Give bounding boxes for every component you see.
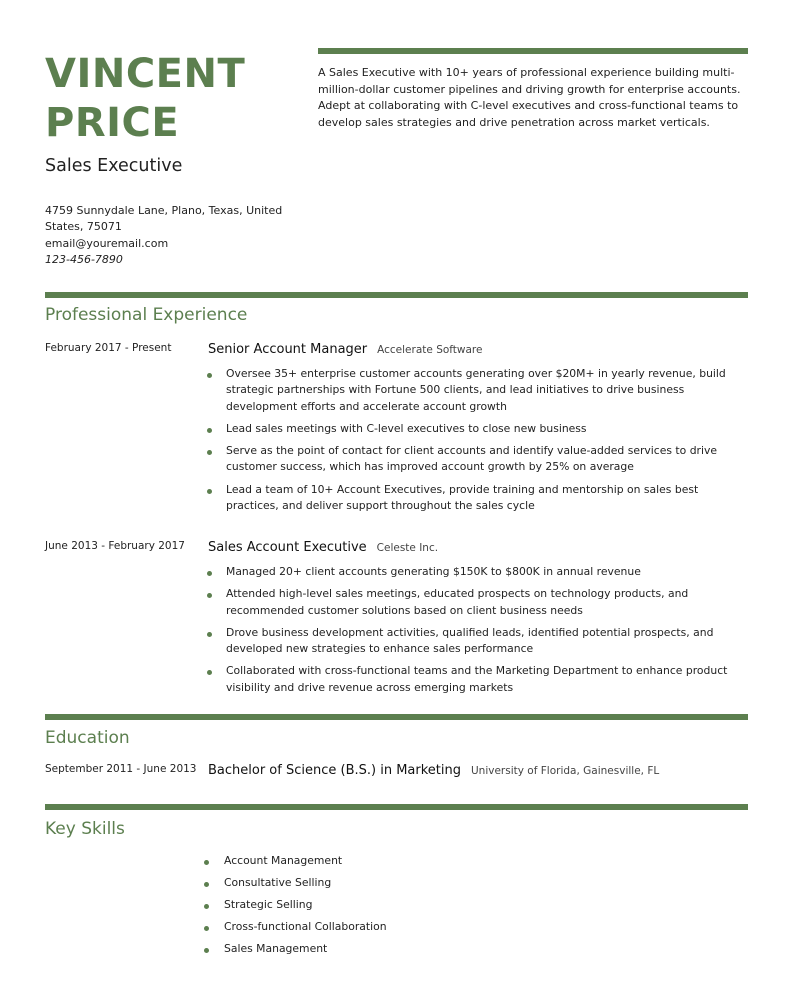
job-company: Accelerate Software <box>377 344 483 356</box>
skills-divider <box>45 804 748 810</box>
email[interactable]: email@youremail.com <box>45 236 169 250</box>
experience-heading: Professional Experience <box>45 305 248 325</box>
education-header <box>208 763 659 778</box>
job-role: Senior Account Manager <box>208 342 368 357</box>
job-company: Celeste Inc. <box>376 542 439 554</box>
list-item: Oversee 35+ enterprise customer accounts generating over $20M+ in yearly revenue, build strategic partnerships with Fortune 500 clients, and lead initiatives to drive business development efforts and accelerate account growth <box>206 366 751 415</box>
job-dates: June 2013 - February 2017 <box>45 540 185 552</box>
bullet-icon <box>207 593 212 598</box>
bullet-icon <box>207 571 212 576</box>
bullet-icon <box>204 926 209 931</box>
list-item: Collaborated with cross-functional teams and the Marketing Department to enhance product visibility and drive revenue across emerging markets <box>206 663 751 696</box>
education-heading: Education <box>45 728 130 748</box>
first-name: VINCENT <box>45 51 246 97</box>
address-line-2: States, 75071 <box>45 220 122 234</box>
list-item: Cross-functional Collaboration <box>204 919 387 941</box>
job-role: Sales Account Executive <box>208 540 367 555</box>
school: University of Florida, Gainesville, FL <box>471 765 660 777</box>
list-item: Drove business development activities, qualified leads, identified potential prospects, and developed new strategies to enhance sales performance <box>206 625 751 658</box>
job-dates: February 2017 - Present <box>45 342 172 354</box>
list-item: Consultative Selling <box>204 875 387 897</box>
list-item: Serve as the point of contact for client accounts and identify value-added services to drive customer success, which has improved account growth by 25% on average <box>206 443 751 476</box>
experience-divider <box>45 292 748 298</box>
address-line-1: 4759 Sunnydale Lane, Plano, Texas, United <box>45 204 283 217</box>
list-item: Lead a team of 10+ Account Executives, provide training and mentorship on sales best practices, and deliver support throughout the sales cycle <box>206 482 751 515</box>
list-item: Attended high-level sales meetings, educated prospects on technology products, and recommended customer solutions based on client business needs <box>206 586 751 619</box>
list-item: Lead sales meetings with C-level executives to close new business <box>206 421 751 437</box>
bullet-icon <box>204 882 209 887</box>
bullet-icon <box>204 904 209 909</box>
list-item: Managed 20+ client accounts generating $150K to $800K in annual revenue <box>206 564 751 580</box>
job-header <box>208 342 482 357</box>
education-dates: September 2011 - June 2013 <box>45 763 197 775</box>
list-item: Sales Management <box>204 941 387 963</box>
skills-list <box>204 853 387 963</box>
summary-divider <box>318 48 748 54</box>
job-bullets <box>206 366 751 520</box>
bullet-icon <box>207 632 212 637</box>
degree: Bachelor of Science (B.S.) in Marketing <box>208 763 461 778</box>
education-divider <box>45 714 748 720</box>
bullet-icon <box>204 948 209 953</box>
job-bullets <box>206 564 751 702</box>
candidate-name <box>45 50 245 148</box>
contact-info <box>45 203 285 268</box>
skills-heading: Key Skills <box>45 819 125 839</box>
bullet-icon <box>204 860 209 865</box>
bullet-icon <box>207 373 212 378</box>
bullet-icon <box>207 450 212 455</box>
last-name: PRICE <box>45 100 180 146</box>
bullet-icon <box>207 428 212 433</box>
summary-text: A Sales Executive with 10+ years of professional experience building multi-million-dollar customer pipelines and driving growth for enterprise accounts. Adept at collaborating with C-level executives and cross-functional teams to develop sales strategies and drive penetration across market verticals. <box>318 66 741 129</box>
job-title: Sales Executive <box>45 156 183 176</box>
bullet-icon <box>207 670 212 675</box>
bullet-icon <box>207 489 212 494</box>
list-item: Strategic Selling <box>204 897 387 919</box>
phone[interactable]: 123-456-7890 <box>45 252 123 266</box>
list-item: Account Management <box>204 853 387 875</box>
job-header <box>208 540 438 555</box>
